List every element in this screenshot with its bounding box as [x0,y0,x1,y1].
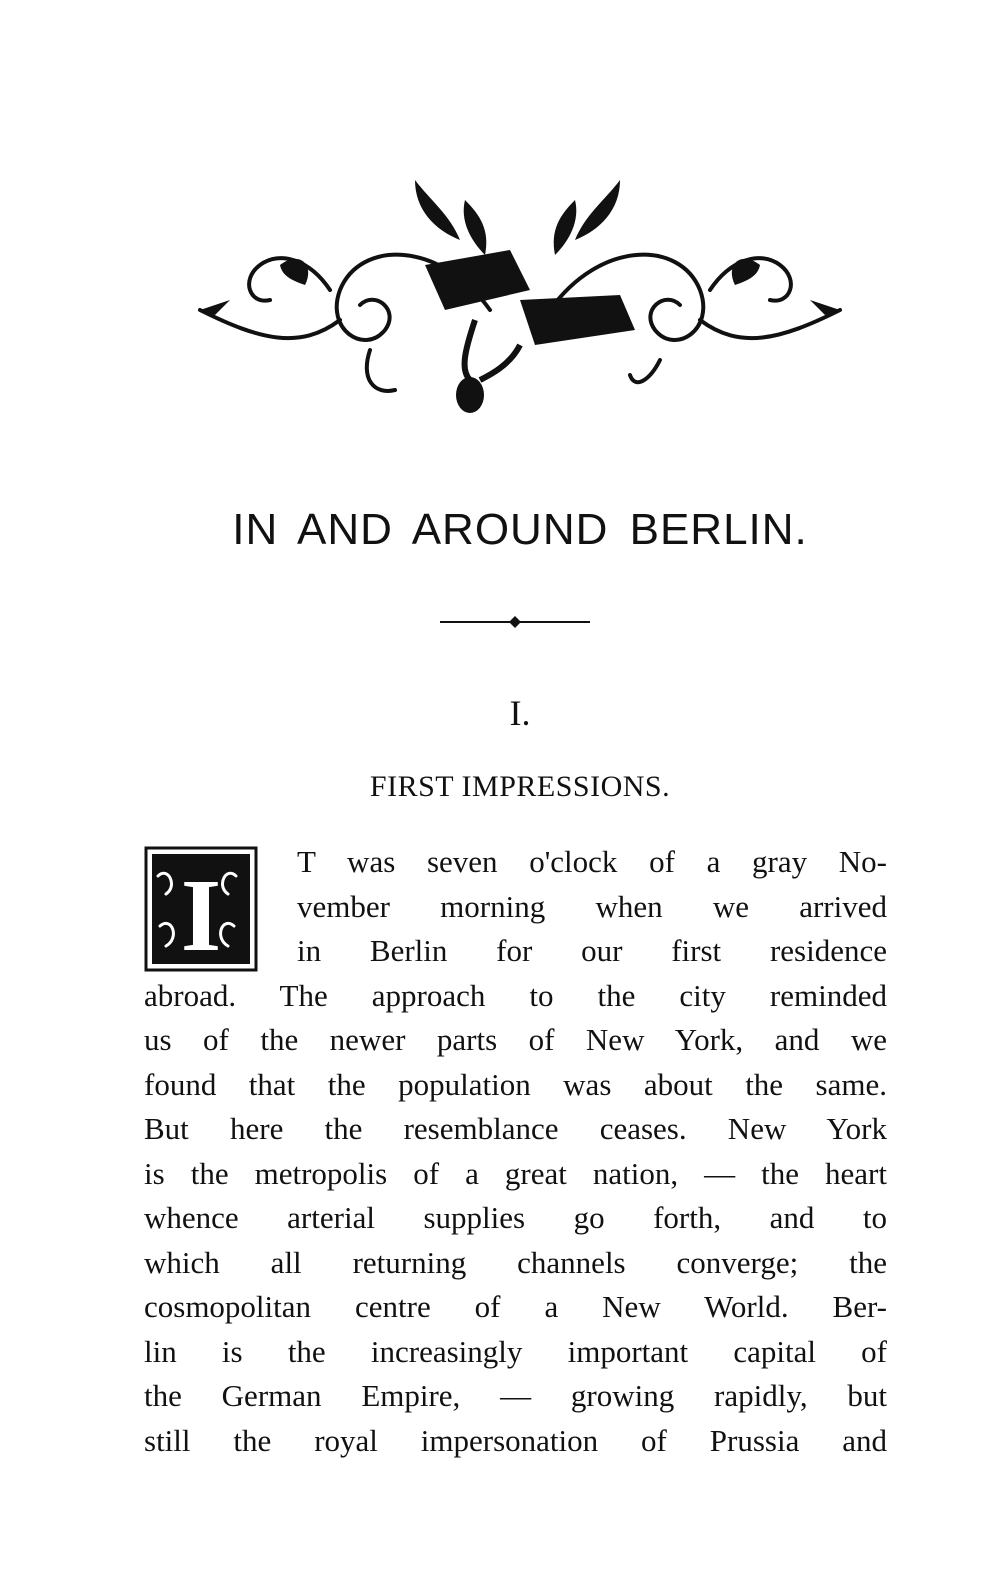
drop-cap-letter: I [180,858,222,972]
text-line: in Berlin for our first residence [297,933,887,968]
chapter-title: FIRST IMPRESSIONS. [369,770,671,803]
decorated-initial-icon [144,846,258,972]
text-line: lin is the increasingly important capital of [144,1333,887,1369]
text-line: cosmopolitan centre of a New World. Ber- [144,1289,887,1324]
text-line: vember morning when we arrived [297,888,887,924]
text-line: is the metropolis of a great nation, — the heart [144,1155,887,1191]
text-line: But here the resemblance ceases. New York [144,1111,887,1146]
book-chain-ornament-icon [190,170,850,420]
text-line: found that the population was about the same. [144,1066,887,1102]
text-line: still the royal impersonation of Prussia and [144,1422,887,1458]
diamond-rule-icon [440,612,590,632]
text-line: which all returning channels converge; the [144,1244,887,1280]
text-line: the German Empire, — growing rapidly, but [144,1378,887,1413]
chapter-number: I. [509,693,531,733]
page-title: IN AND AROUND BERLIN. [232,505,808,554]
text-line: abroad. The approach to the city reminded [144,977,887,1013]
text-line: us of the newer parts of New York, and we [144,1022,887,1057]
text-line: whence arterial supplies go forth, and to [144,1200,887,1235]
body-text [144,840,887,1463]
text-line: T was seven o'clock of a gray No- [297,844,887,879]
